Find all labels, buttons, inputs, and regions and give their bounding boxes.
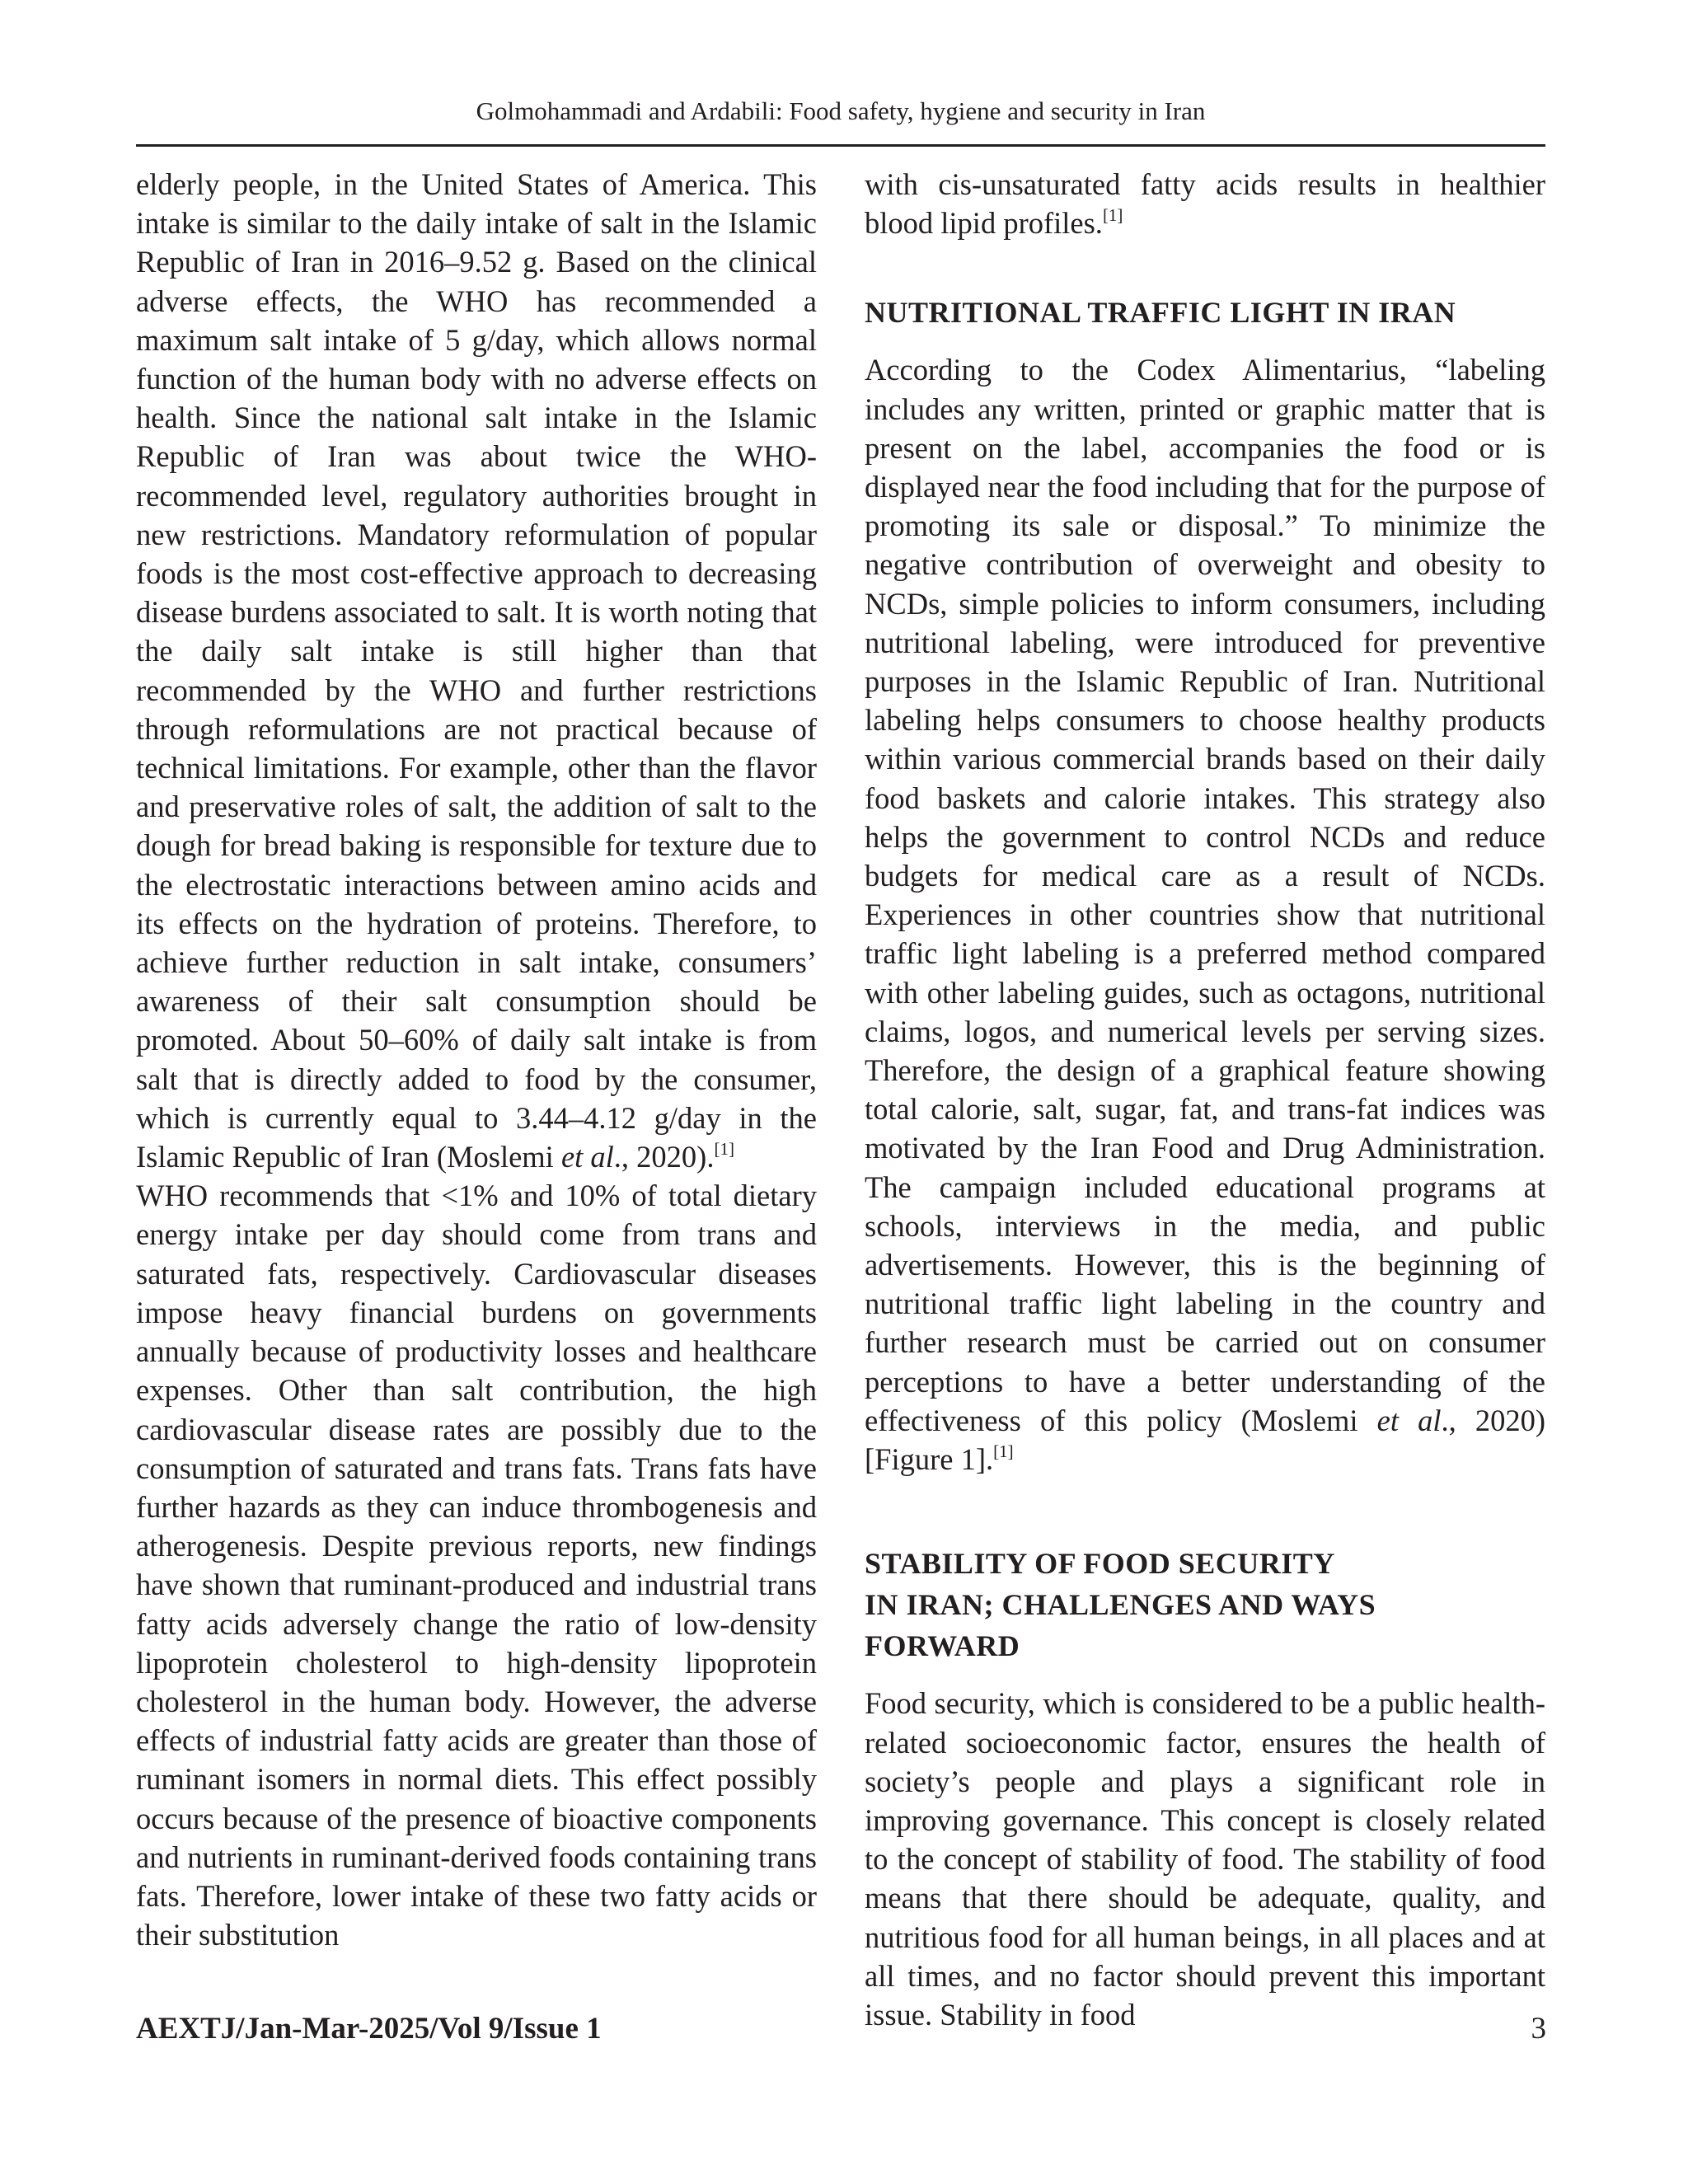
section-heading-stability-food-security [865, 1543, 1545, 1666]
right-paragraph-lipid-profiles-text: with cis-unsaturated fatty acids results in healthier blood lipid profiles. [865, 167, 1545, 241]
left-paragraph-salt-intake-text: elderly people, in the United States of America. This intake is similar to the daily intake of salt in the Islamic Republic of Iran in 2016–9.52 g. Based on the clinical adverse effects, the WHO has recommended a maximum salt intake of 5 g/day, which allows normal function of the human body with no adverse effects on health. Since the national salt intake in the Islamic Republic of Iran was about twice the WHO-recommended level, regulatory authorities brought in new restrictions. Mandatory reformulation of popular foods is the most cost-effective approach to decreasing disease burdens associated to salt. It is worth noting that the daily salt intake is still higher than that recommended by the WHO and further restrictions through reformulations are not practical because of technical limitations. For example, other than the flavor and preservative roles of salt, the addition of salt to the dough for bread baking is responsible for texture due to the electrostatic interactions between amino acids and its effects on the hydration of proteins. Therefore, to achieve further reduction in salt intake, consumers’ awareness of their salt consumption should be promoted. About 50–60% of daily salt intake is from salt that is directly added to food by the consumer, which is currently equal to 3.44–4.12 g/day in the Islamic Republic of Iran (Moslemi [136, 167, 817, 1174]
heading-line-1: STABILITY OF FOOD SECURITY [865, 1547, 1335, 1581]
reference-marker: [1] [714, 1139, 734, 1160]
reference-marker: [1] [993, 1441, 1014, 1462]
right-paragraph-labeling [865, 350, 1545, 1479]
header-rule [136, 144, 1545, 147]
et-al-italic: et al [1376, 1403, 1442, 1437]
left-paragraph-salt-intake [136, 165, 817, 1176]
heading-line-3: FORWARD [865, 1629, 1020, 1663]
footer-journal-info: AEXTJ/Jan-Mar-2025/Vol 9/Issue 1 [136, 2012, 602, 2046]
running-head: Golmohammadi and Ardabili: Food safety, hygiene and security in Iran [476, 96, 1206, 125]
right-column [865, 165, 1545, 2034]
section-heading-nutritional-traffic-light: NUTRITIONAL TRAFFIC LIGHT IN IRAN [865, 296, 1456, 330]
left-paragraph-trans-fats-text: WHO recommends that <1% and 10% of total dietary energy intake per day should come from trans and saturated fats, respectively. Cardiovascular diseases impose heavy financial burdens on governments annually because of productivity losses and healthcare expenses. Other than salt contribution, the high cardiovascular disease rates are possibly due to the consumption of saturated and trans fats. Trans fats have further hazards as they can induce thrombogenesis and atherogenesis. Despite previous reports, new findings have shown that ruminant-produced and industrial trans fatty acids adversely change the ratio of low-density lipoprotein cholesterol to high-density lipoprotein cholesterol in the human body. However, the adverse effects of industrial fatty acids are greater than those of ruminant isomers in normal diets. This effect possibly occurs because of the presence of bioactive components and nutrients in ruminant-derived foods containing trans fats. Therefore, lower intake of these two fatty acids or their substitution [136, 1179, 817, 1952]
heading-line-2: IN IRAN; CHALLENGES AND WAYS [865, 1588, 1376, 1622]
right-paragraph-food-security [865, 1684, 1545, 2034]
right-paragraph-lipid-profiles [865, 165, 1545, 242]
et-al-italic: et al [560, 1140, 614, 1174]
citation-year: ., 2020). [613, 1140, 715, 1174]
left-paragraph-trans-fats [136, 1176, 817, 1954]
citation-year-figure: ., 2020) [Figure 1]. [865, 1403, 1546, 1477]
right-paragraph-food-security-text: Food security, which is considered to be a public health-related socioeconomic factor, ensures the health of society’s people and plays a significant role in improving governance. This concept is closely related to the concept of stability of food. The stability of food means that there should be adequate, quality, and nutritious food for all human beings, in all places and at all times, and no factor should prevent this important issue. Stability in food [865, 1686, 1545, 2032]
left-column [136, 165, 817, 1954]
right-paragraph-labeling-text: According to the Codex Alimentarius, “labeling includes any written, printed or graphic matter that is present on the label, accompanies the food or is displayed near the food including that for the purpose of promoting its sale or disposal.” To minimize the negative contribution of overweight and obesity to NCDs, simple policies to inform consumers, including nutritional labeling, were introduced for preventive purposes in the Islamic Republic of Iran. Nutritional labeling helps consumers to choose healthy products within various commercial brands based on their daily food baskets and calorie intakes. This strategy also helps the government to control NCDs and reduce budgets for medical care as a result of NCDs. Experiences in other countries show that nutritional traffic light labeling is a preferred method compared with other labeling guides, such as octagons, nutritional claims, logos, and numerical levels per serving sizes. Therefore, the design of a graphical feature showing total calorie, salt, sugar, fat, and trans-fat indices was motivated by the Iran Food and Drug Administration. The campaign included educational programs at schools, interviews in the media, and public advertisements. However, this is the beginning of nutritional traffic light labeling in the country and further research must be carried out on consumer perceptions to have a better understanding of the effectiveness of this policy (Moslemi [865, 353, 1545, 1437]
reference-marker: [1] [1102, 205, 1123, 226]
footer-page-number: 3 [1531, 2012, 1546, 2046]
